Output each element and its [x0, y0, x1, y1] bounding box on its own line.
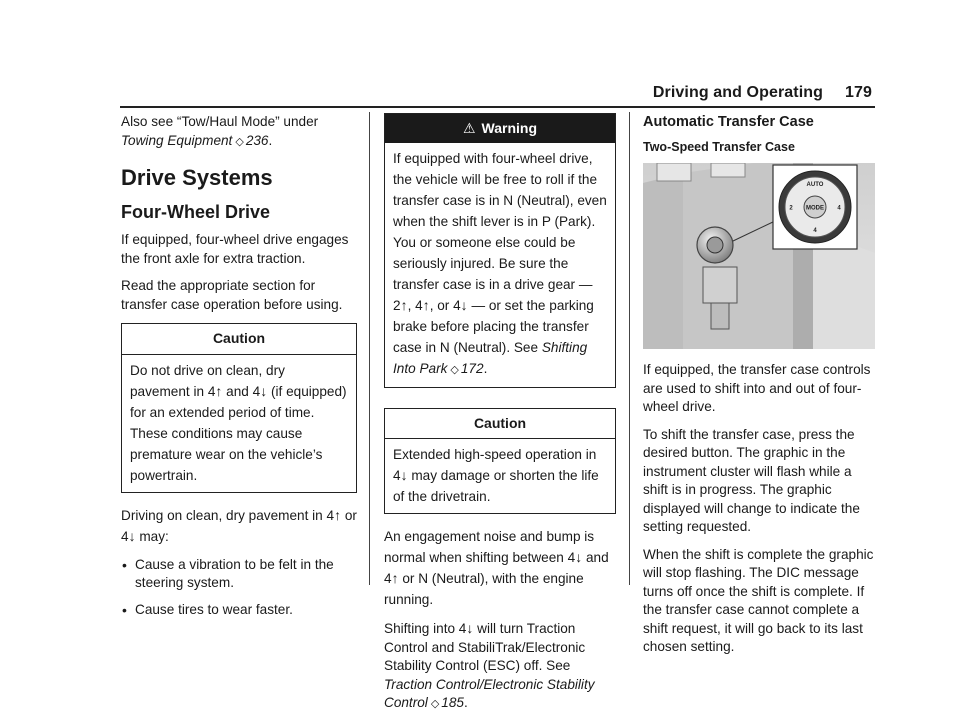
page-ref[interactable]: 172 [460, 360, 484, 376]
page-header [653, 84, 872, 102]
list-item: • Cause a vibration to be felt in the steering system. [121, 556, 357, 593]
warning-text: If equipped with four-wheel drive, the vehicle will be free to roll if the transfer case is in N (Neutral), even when the shift lever is in P (Park). You or someone else could be seriously injured. Be sure the transfer case is in a drive gear — 2↑, 4↑, or 4↓ — or set the parking brake before placing the transfer case in N (Neutral). See Shifting Into Park ◇ 172. [393, 150, 607, 376]
page-number: 179 [845, 84, 872, 101]
effects-list [121, 556, 357, 620]
section-title: Driving and Operating [652, 84, 823, 101]
intro-paragraph: If equipped, four-wheel drive engages the front axle for extra traction. [121, 232, 349, 266]
page-ref[interactable]: 236 [245, 132, 269, 148]
auto-button-label: AUTO [806, 182, 824, 188]
caution-text: Extended high-speed operation in 4↓ may damage or shorten the life of the drivetrain. [393, 447, 599, 504]
arrow-down-icon: ↓ [260, 382, 268, 399]
warning-title-bar [385, 114, 615, 143]
cross-reference-icon: ◇ [430, 698, 440, 710]
header-rule [120, 106, 875, 108]
driving-paragraph: Driving on clean, dry pavement in 4↑ or 4↓ may: [121, 506, 357, 544]
cross-reference-icon: ◇ [450, 363, 459, 376]
arrow-down-icon: ↓ [400, 467, 408, 483]
column-3 [643, 113, 875, 666]
4lo-button-label: 4 [813, 228, 817, 234]
4hi-button-label: 4 [837, 205, 841, 212]
controls-paragraph: If equipped, the transfer case controls are used to shift into and out of four-wheel drive. [643, 362, 871, 414]
caution-text: Do not drive on clean, dry pavement in 4↑ and 4↓ (if equipped) for an extended period of time. These conditions may cause premature wear on the vehicle’s powertrain. [130, 362, 347, 483]
automatic-transfer-heading: Automatic Transfer Case [643, 114, 814, 130]
shifting-into-park-link[interactable]: Shifting Into Park [393, 339, 588, 376]
arrow-up-icon: ↑ [422, 296, 430, 313]
caution-box [384, 408, 616, 515]
column-2 [384, 113, 616, 723]
arrow-down-icon: ↓ [128, 527, 136, 544]
mode-button-label: MODE [806, 205, 824, 212]
arrow-up-icon: ↑ [215, 382, 223, 399]
cross-reference-icon: ◇ [235, 135, 244, 148]
list-item: • Cause tires to wear faster. [121, 601, 357, 620]
arrow-down-icon: ↓ [575, 549, 583, 565]
column-divider [369, 112, 370, 585]
caution-box [121, 323, 357, 493]
subsection-heading: Four-Wheel Drive [121, 202, 271, 222]
two-speed-heading: Two-Speed Transfer Case [643, 140, 795, 154]
page-ref[interactable]: 185 [441, 695, 464, 710]
warning-title: Warning [481, 120, 538, 136]
shift-paragraph: To shift the transfer case, press the desired button. The graphic in the instrument cluster will flash while a shift is in progress. The graphic displayed will change to indicate the setting requested. [643, 426, 860, 534]
arrow-up-icon: ↑ [400, 296, 408, 313]
arrow-down-icon: ↓ [466, 620, 474, 636]
warning-icon: ⚠ [462, 120, 476, 136]
column-1 [121, 113, 357, 627]
caution-title: Caution [122, 324, 356, 355]
section-heading: Drive Systems [121, 165, 273, 190]
read-paragraph: Read the appropriate section for transfer case operation before using. [121, 278, 343, 312]
arrow-up-icon: ↑ [334, 506, 342, 523]
arrow-down-icon: ↓ [460, 296, 468, 313]
complete-paragraph: When the shift is complete the graphic will stop flashing. The DIC message turns off once the shift is complete. If the transfer case cannot complete a shift request, it will go back to its last chosen setting. [643, 546, 874, 654]
towing-equipment-link[interactable]: Towing Equipment [121, 132, 233, 148]
transfer-case-figure [643, 163, 875, 349]
arrow-up-icon: ↑ [391, 570, 399, 586]
traction-paragraph: Shifting into 4↓ will turn Traction Control and StabiliTrak/Electronic Stability Control (ESC) off. See Traction Control/Electronic Stability Control ◇ 185. [384, 620, 595, 710]
console-illustration [643, 163, 875, 349]
engagement-paragraph: An engagement noise and bump is normal when shifting between 4↓ and 4↑ or N (Neutral), with the engine running. [384, 529, 609, 607]
warning-box [384, 113, 616, 388]
caution-title: Caution [385, 409, 615, 440]
see-also-paragraph: Also see “Tow/Haul Mode” under Towing Equipment ◇ 236. [121, 114, 319, 148]
column-divider [629, 112, 630, 585]
traction-control-link[interactable]: Traction Control/Electronic Stability Control [384, 676, 595, 710]
2hi-button-label: 2 [789, 205, 793, 212]
